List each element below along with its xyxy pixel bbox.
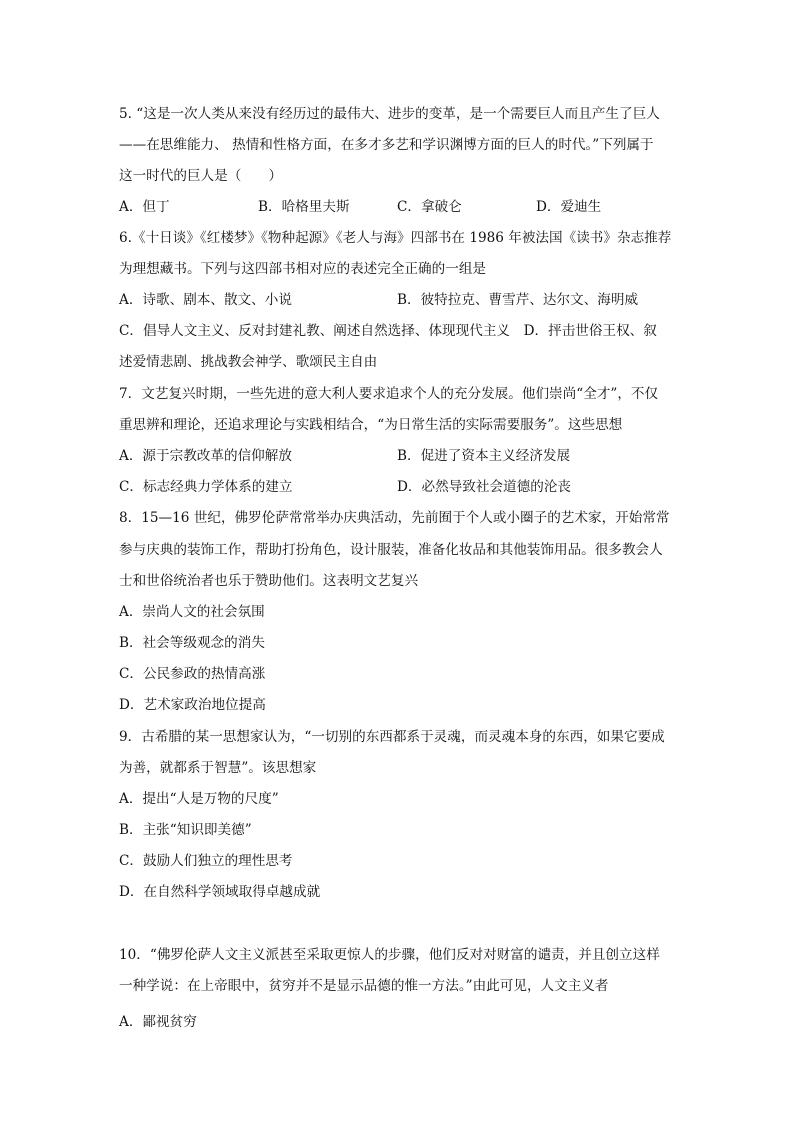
option-a: A．鄙视贫穷: [119, 1014, 197, 1030]
question-text-line: 为理想藏书。下列与这四部书相对应的表述完全正确的一组是: [119, 261, 487, 277]
option-c: C．公民参政的热情高涨: [119, 666, 266, 682]
option-b: B．哈格里夫斯: [258, 199, 350, 215]
question-text-line: 为善，就都系于智慧”。该思想家: [119, 760, 317, 776]
question-text-line: 士和世俗统治者也乐于赞助他们。这表明文艺复兴: [119, 573, 419, 589]
question-text-line: 参与庆典的装饰工作，帮助打扮角色，设计服装，准备化妆品和其他装饰用品。很多教会人: [119, 542, 663, 558]
option-a: A．提出“人是万物的尺度”: [119, 791, 279, 807]
question-text-line: 5. “这是一次人类从来没有经历过的最伟大、进步的变革，是一个需要巨人而且产生了巨人: [119, 106, 660, 122]
option-d: D．爱迪生: [536, 199, 602, 215]
question-text-line: 一种学说：在上帝眼中，贫穷并不是显示品德的惟一方法。”由此可见，人文主义者: [119, 978, 609, 994]
question-text-line: 8．15—16 世纪，佛罗伦萨常常举办庆典活动，先前囿于个人或小圈子的艺术家，开始常常: [119, 510, 670, 526]
question-text-line: 这一时代的巨人是（ ）: [119, 168, 283, 184]
option-d: D．在自然科学领域取得卓越成就: [119, 884, 321, 900]
option-d: D．必然导致社会道德的沦丧: [397, 479, 572, 495]
option-b: B．彼特拉克、曹雪芹、达尔文、海明威: [397, 292, 639, 308]
option-a: A．源于宗教改革的信仰解放: [119, 448, 292, 464]
option-b: B．主张“知识即美德”: [119, 822, 252, 838]
option-b: B．社会等级观念的消失: [119, 635, 265, 651]
question-text-line: 重思辨和理论，还追求理论与实践相结合，“为日常生活的实际需要服务”。这些思想: [119, 417, 623, 433]
question-text-line: 10．“佛罗伦萨人文主义派甚至采取更惊人的步骤，他们反对对财富的谴责，并且创立这样: [119, 947, 660, 963]
option-d-continued: 述爱情悲剧、挑战教会神学、歌颂民主自由: [119, 354, 378, 370]
option-c: C．拿破仑: [397, 199, 462, 215]
option-a: A．崇尚人文的社会氛围: [119, 604, 265, 620]
question-text-line: 7．文艺复兴时期，一些先进的意大利人要求追求个人的充分发展。他们崇尚“全才”，不仅: [119, 386, 659, 402]
option-c: C．鼓励人们独立的理性思考: [119, 853, 293, 869]
option-d: D．艺术家政治地位提高: [119, 697, 266, 713]
option-a: A．但丁: [119, 199, 170, 215]
option-a: A．诗歌、剧本、散文、小说: [119, 292, 292, 308]
question-text-line: ——在思维能力、 热情和性格方面，在多才多艺和学识渊博方面的巨人的时代。”下列属于: [119, 137, 654, 153]
question-text-line: 9．古希腊的某一思想家认为，“一切别的东西都系于灵魂，而灵魂本身的东西，如果它要成: [119, 729, 665, 745]
option-b: B．促进了资本主义经济发展: [397, 448, 571, 464]
option-c: C．标志经典力学体系的建立: [119, 479, 293, 495]
option-c: C．倡导人文主义、反对封建礼教、阐述自然选择、体现现代主义 D．抨击世俗王权、叙: [119, 323, 657, 339]
question-text-line: 6.《十日谈》《红楼梦》《物种起源》《老人与海》四部书在 1986 年被法国《读书》杂志推荐: [119, 230, 672, 246]
